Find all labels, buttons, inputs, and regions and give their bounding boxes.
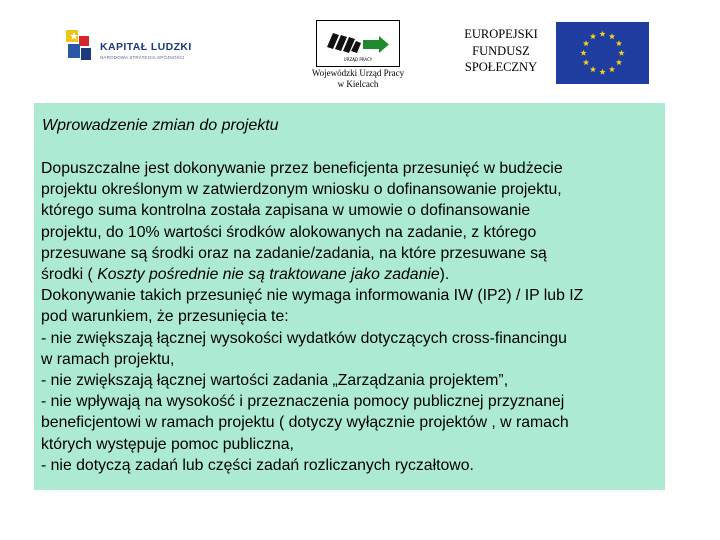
efs-line3: SPOŁECZNY [464,60,538,74]
eu-flag-icon [556,22,649,84]
body-line: - nie wpływają na wysokość i przeznaczenia pomocy publicznej przyznanej [41,393,565,411]
body-line: przesuwane są środki oraz na zadanie/zadania, na które przesuwane są [41,244,547,262]
body-line: - nie dotyczą zadań lub części zadań rozliczanych ryczałtowo. [41,456,474,474]
efs-text [446,26,556,76]
kapital-ludzki-subtitle: NARODOWA STRATEGIA SPÓJNOŚCI [100,55,185,60]
body-line: Dokonywanie takich przesunięć nie wymaga informowania IW (IP2) / IP lub IZ [41,287,584,305]
body-line: Dopuszczalne jest dokonywanie przez beneficjenta przesunięć w budżecie [41,160,563,177]
wup-logo [316,20,400,67]
panel-title: Wprowadzenie zmian do projektu [42,117,279,134]
body-line: - nie zwiększają łącznej wysokości wydatków dotyczących cross-financingu [41,329,567,347]
body-line: projektu określonym w zatwierdzonym wniosku o dofinansowanie projektu, [41,181,562,199]
body-line: w ramach projektu, [41,350,175,368]
kapital-ludzki-logo [62,26,198,72]
body-line: - nie zwiększają łącznej wartości zadania „Zarządzania projektem”, [41,372,509,390]
wup-caption [296,68,420,90]
wup-box-text: URZĄD PRACY [343,57,373,62]
body-line-text: ). [439,266,450,284]
body-line: pod warunkiem, że przesunięcia te: [41,308,289,326]
body-line-text: środki ( [41,266,98,284]
panel-body [41,158,661,476]
body-line [41,264,661,285]
wup-caption-line2: w Kielcach [337,79,379,89]
body-line: beneficjentowi w ramach projektu ( dotyczy wyłącznie projektów , w ramach [41,414,569,432]
efs-line1: EUROPEJSKI [464,27,538,41]
body-line: którego suma kontrolna została zapisana w umowie o dofinansowanie [41,202,531,220]
body-line: których występuje pomoc publiczna, [41,435,294,453]
content-panel [34,103,665,490]
wup-caption-line1: Wojewódzki Urząd Pracy [311,68,405,78]
body-line-italic: Koszty pośrednie nie są traktowane jako zadanie [97,266,440,284]
kapital-ludzki-title: KAPITAŁ LUDZKI [100,41,192,53]
kapital-ludzki-mark-icon [62,26,96,70]
body-line: projektu, do 10% wartości środków alokowanych na zadanie, z którego [41,223,537,241]
efs-line2: FUNDUSZ [472,43,530,58]
